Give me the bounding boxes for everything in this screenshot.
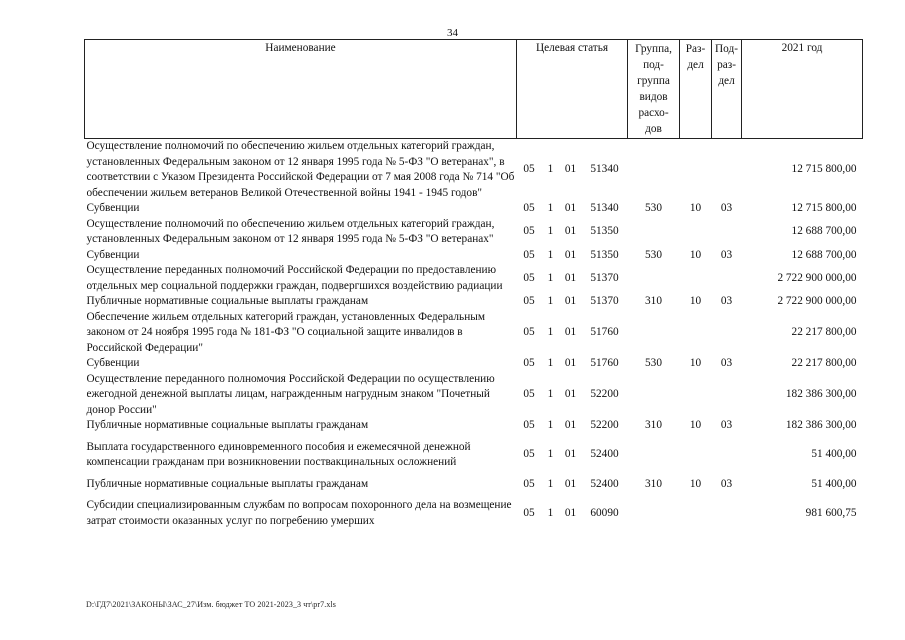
table-row	[85, 498, 863, 529]
row-expense-group	[628, 310, 680, 357]
row-subsection: 03	[720, 202, 733, 214]
row-amount: 12 688 700,00	[791, 225, 857, 238]
row-code-subprogram: 1	[547, 448, 554, 461]
row-expense-group: 310	[645, 419, 662, 431]
header-name: Наименование	[85, 40, 517, 139]
table-row	[85, 248, 863, 264]
row-amount: 182 386 300,00	[785, 388, 857, 400]
row-amount: 2 722 900 000,00	[777, 295, 857, 307]
header-group: Группа, под- группа видов расхо- дов	[628, 40, 680, 139]
row-amount: 22 217 800,00	[791, 326, 857, 338]
row-name: Субвенции	[86, 248, 140, 261]
table-row	[85, 201, 863, 217]
row-code-direction: 52400	[590, 477, 619, 490]
row-code-direction: 51760	[590, 357, 619, 369]
row-code-main-event: 01	[564, 326, 577, 338]
row-expense-group: 310	[645, 295, 662, 307]
row-section: 10	[689, 295, 702, 307]
row-expense-group	[628, 440, 680, 471]
row-subsection: 03	[720, 248, 733, 261]
row-section: 10	[689, 202, 702, 214]
row-code-direction: 52200	[590, 388, 619, 400]
row-code-main-event: 01	[564, 477, 577, 490]
row-section	[680, 440, 712, 471]
header-target: Целевая статья	[517, 40, 628, 139]
row-subsection	[712, 139, 742, 202]
row-section: 10	[689, 477, 702, 490]
row-code-program: 05	[523, 477, 535, 490]
row-code-subprogram: 1	[547, 477, 554, 490]
row-expense-group: 310	[645, 477, 662, 490]
table-row	[85, 418, 863, 434]
row-subsection: 03	[720, 419, 733, 431]
row-code-subprogram: 1	[547, 248, 554, 261]
row-code-program: 05	[523, 295, 535, 307]
row-expense-group	[628, 263, 680, 294]
row-code-program: 05	[523, 448, 535, 461]
row-subsection: 03	[720, 357, 733, 369]
row-expense-group	[628, 372, 680, 419]
row-code-main-event: 01	[564, 357, 577, 369]
row-section	[680, 139, 712, 202]
row-code-subprogram: 1	[547, 271, 554, 284]
row-amount: 51 400,00	[811, 448, 857, 461]
row-amount: 12 715 800,00	[791, 202, 857, 214]
row-code-main-event: 01	[564, 248, 577, 261]
row-code-direction: 52200	[590, 419, 619, 431]
row-code-main-event: 01	[564, 448, 577, 461]
row-code-subprogram: 1	[547, 202, 554, 214]
row-expense-group	[628, 139, 680, 202]
table-row	[85, 477, 863, 493]
header-year: 2021 год	[742, 40, 863, 139]
row-amount: 12 688 700,00	[791, 248, 857, 261]
row-subsection	[712, 310, 742, 357]
header-section: Раз- дел	[680, 40, 712, 139]
row-expense-group	[628, 498, 680, 529]
row-name: Субсидии специализированным службам по вопросам похоронного дела на возмещение затрат стоимости оказанных услуг по погребению умерших	[86, 499, 512, 527]
row-code-program: 05	[523, 419, 535, 431]
row-expense-group: 530	[645, 248, 662, 261]
table-row	[85, 217, 863, 248]
row-name: Осуществление полномочий по обеспечению жильем отдельных категорий граждан, установленных Федеральным законом от 12 января 1995 года № 5-ФЗ "О ветеранах", в соответствии с Указом Президента Российской Федерации от 7 мая 2008 года № 714 "Об обеспечении жильем ветеранов Великой Отечественной войны 1941 - 1945 годов"	[86, 140, 515, 199]
row-code-subprogram: 1	[547, 357, 554, 369]
row-code-main-event: 01	[564, 202, 577, 214]
row-code-subprogram: 1	[547, 225, 554, 238]
row-expense-group: 530	[645, 357, 662, 369]
row-section: 10	[689, 357, 702, 369]
row-code-program: 05	[523, 326, 535, 338]
row-code-main-event: 01	[564, 506, 577, 519]
row-section	[680, 372, 712, 419]
row-code-main-event: 01	[564, 419, 577, 431]
row-section	[680, 498, 712, 529]
row-code-direction: 51370	[590, 295, 619, 307]
row-code-program: 05	[523, 163, 535, 176]
row-code-program: 05	[523, 271, 535, 284]
page-number: 34	[447, 27, 458, 39]
row-code-main-event: 01	[564, 271, 577, 284]
row-subsection	[712, 372, 742, 419]
row-name: Публичные нормативные социальные выплаты гражданам	[86, 477, 369, 490]
row-section	[680, 217, 712, 248]
row-expense-group: 530	[645, 202, 662, 214]
row-name: Осуществление переданного полномочия Российской Федерации по осуществлению ежегодной денежной выплаты лицам, награжденным нагрудным знаком "Почетный донор России"	[86, 372, 495, 416]
row-name: Субвенции	[86, 202, 140, 214]
row-code-main-event: 01	[564, 225, 577, 238]
row-code-program: 05	[523, 202, 535, 214]
row-section: 10	[689, 419, 702, 431]
row-name: Осуществление полномочий по обеспечению жильем отдельных категорий граждан, установленных Федеральным законом от 12 января 1995 года № 5-ФЗ "О ветеранах"	[86, 217, 495, 245]
row-code-main-event: 01	[564, 163, 577, 176]
row-section	[680, 263, 712, 294]
table-header-row	[85, 40, 863, 139]
row-code-program: 05	[523, 506, 535, 519]
row-section	[680, 310, 712, 357]
row-expense-group	[628, 217, 680, 248]
row-code-main-event: 01	[564, 388, 577, 400]
table-row	[85, 139, 863, 202]
row-code-subprogram: 1	[547, 163, 554, 176]
row-subsection	[712, 440, 742, 471]
row-code-program: 05	[523, 225, 535, 238]
row-code-direction: 51350	[590, 225, 619, 238]
row-code-direction: 51370	[590, 271, 619, 284]
row-subsection: 03	[720, 477, 733, 490]
row-code-subprogram: 1	[547, 295, 554, 307]
row-section: 10	[689, 248, 702, 261]
row-code-direction: 60090	[590, 506, 619, 519]
table-row	[85, 372, 863, 419]
row-name: Выплата государственного единовременного пособия и ежемесячной денежной компенсации гражданам при возникновении поствакцинальных осложнений	[86, 440, 471, 468]
row-amount: 12 715 800,00	[791, 163, 857, 176]
row-subsection	[712, 498, 742, 529]
table-row	[85, 356, 863, 372]
row-name: Субвенции	[86, 357, 140, 369]
row-amount: 981 600,75	[805, 506, 857, 519]
row-code-direction: 52400	[590, 448, 619, 461]
row-amount: 182 386 300,00	[785, 419, 857, 431]
row-name: Осуществление переданных полномочий Российской Федерации по предоставлению отдельных мер социальной поддержки граждан, подвергшихся воздействию радиации	[86, 264, 503, 292]
row-code-direction: 51350	[590, 248, 619, 261]
row-code-subprogram: 1	[547, 506, 554, 519]
row-amount: 51 400,00	[811, 477, 857, 490]
row-amount: 22 217 800,00	[791, 357, 857, 369]
row-subsection	[712, 217, 742, 248]
table-body	[85, 139, 863, 530]
row-code-program: 05	[523, 248, 535, 261]
budget-table	[84, 39, 863, 529]
row-name: Публичные нормативные социальные выплаты гражданам	[86, 295, 369, 307]
row-code-subprogram: 1	[547, 419, 554, 431]
row-code-subprogram: 1	[547, 388, 554, 400]
row-amount: 2 722 900 000,00	[777, 271, 857, 284]
row-code-main-event: 01	[564, 295, 577, 307]
row-subsection: 03	[720, 295, 733, 307]
table-row	[85, 263, 863, 294]
table-row	[85, 310, 863, 357]
row-code-program: 05	[523, 388, 535, 400]
row-code-direction: 51760	[590, 326, 619, 338]
row-name: Публичные нормативные социальные выплаты гражданам	[86, 419, 369, 431]
row-code-program: 05	[523, 357, 535, 369]
row-code-direction: 51340	[590, 202, 619, 214]
row-code-direction: 51340	[590, 163, 619, 176]
table-row	[85, 440, 863, 471]
file-path-footer: D:\ГД7\2021\ЗАКОНЫ\ЗАС_27\Изм. бюджет ТО 2021-2023_3 чт\pr7.xls	[86, 600, 336, 609]
table-row	[85, 294, 863, 310]
row-code-subprogram: 1	[547, 326, 554, 338]
row-subsection	[712, 263, 742, 294]
header-subsection: Под- раз- дел	[712, 40, 742, 139]
row-name: Обеспечение жильем отдельных категорий граждан, установленных Федеральным законом от 24 ноября 1995 года № 181-ФЗ "О социальной защите инвалидов в Российской Федерации"	[86, 310, 485, 354]
